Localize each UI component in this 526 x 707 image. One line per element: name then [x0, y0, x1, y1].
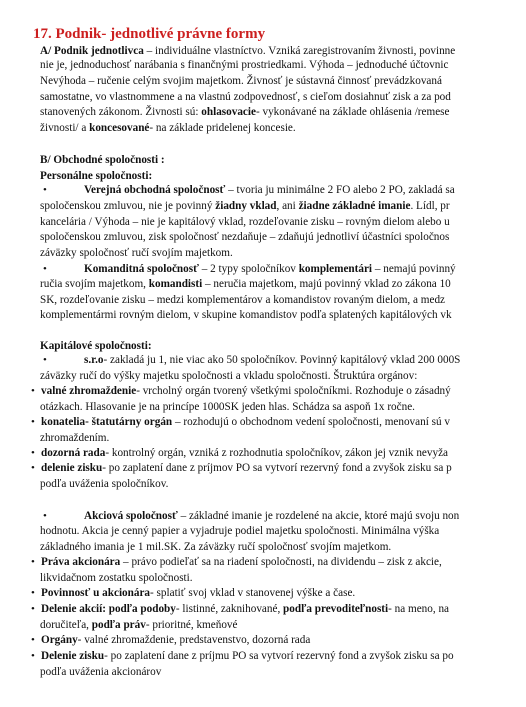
text-line — [41, 461, 452, 475]
text-line — [40, 339, 152, 353]
text-run: samostatne, vo vlastnommene a na vlastnú zodpovednosť, s cieľom dosiahnuť zisk a za pod — [40, 91, 451, 103]
text-run: podľa uváženia spoločníkov. — [40, 478, 169, 490]
text-line — [40, 105, 449, 119]
bold-text: Verejná obchodná spoločnosť — [84, 184, 226, 196]
text-run: - po zaplatení dane z príjmov PO sa vytvorí rezervný fond a zvyšok zisku sa p — [102, 462, 452, 474]
text-line — [40, 665, 161, 679]
text-run: otázkach. Hlasovanie je na princípe 1000SK jeden hlas. Schádza sa aspoň 1x ročne. — [40, 401, 415, 413]
text-run: - kontrolný orgán, vzniká z rozhodnutia spoločníkov, zákon jej vznik nevyža — [105, 447, 449, 459]
bullet-icon: • — [31, 462, 35, 474]
text-run: záväzky spoločnosť ručí svojím majetkom. — [40, 247, 233, 259]
bullet-icon: • — [31, 556, 35, 568]
text-run: - na základe pridelenej koncesie. — [149, 122, 296, 134]
bullet-icon: • — [31, 603, 35, 615]
text-run: doručiteľa, — [40, 619, 92, 631]
text-run: – rozhodujú o obchodnom vedení spoločnosti, menovaní sú v — [172, 416, 450, 428]
text-run: - listinné, zaknihované, — [175, 603, 284, 615]
text-line — [40, 199, 450, 213]
bold-text: Komanditná spoločnosť — [84, 263, 199, 275]
text-line — [40, 121, 296, 135]
text-run: . Lídl, pr — [410, 200, 450, 212]
text-line — [40, 540, 391, 554]
text-line — [41, 415, 450, 429]
bullet-icon: • — [31, 385, 35, 397]
text-run: - valné zhromaždenie, predstavenstvo, dozorná rada — [77, 634, 311, 646]
bold-text: delenie zisku — [41, 462, 103, 474]
bold-text: Orgány — [41, 634, 78, 646]
text-run: likvidačnom zostatku spoločnosti. — [40, 572, 193, 584]
text-line — [41, 633, 310, 647]
text-line — [84, 353, 460, 367]
text-line — [40, 230, 449, 244]
text-line — [40, 308, 452, 322]
bullet-icon: • — [43, 263, 47, 275]
bold-text: ohlasovacie — [201, 106, 256, 118]
text-run: spoločenskou zmluvou, zisk spoločnosť nezdaňuje – zdaňujú jednotliví účastníci spoločnos — [40, 231, 450, 243]
text-run: spoločenskou zmluvou, nie je povinný — [40, 200, 216, 212]
text-line — [84, 262, 456, 276]
bullet-icon: • — [31, 634, 35, 646]
text-run: hodnotu. Akcia je cenný papier a vyjadruje podiel majetku spoločnosti. Minimálna výška — [40, 525, 440, 537]
text-run: - na meno, na — [388, 603, 450, 615]
text-run: ručia svojím majetkom, — [40, 278, 149, 290]
text-line — [40, 246, 233, 260]
text-run: – právo podieľať sa na riadení spoločnosti, na dividendu – zisk z akcie, — [120, 556, 442, 568]
bold-text: podľa práv — [91, 619, 146, 631]
bullet-icon: • — [31, 650, 35, 662]
text-run: - vykonávané na základe ohlásenia /remese — [255, 106, 450, 118]
text-run: - zakladá ju 1, nie viac ako 50 spoločníkov. Povinný kapitálový vklad 200 000S — [103, 354, 461, 366]
text-line — [84, 509, 459, 523]
bold-text: B/ Obchodné spoločnosti : — [40, 154, 165, 166]
bold-text: Delenie akcií: podľa podoby — [41, 603, 176, 615]
bold-text: A/ Podnik jednotlivca — [40, 45, 144, 57]
text-run: kancelária / Výhoda – nie je kapitálový vklad, rozdeľovanie zisku – rovným dielom alebo u — [40, 216, 450, 228]
text-line — [84, 183, 455, 197]
text-run: živnosti/ a — [40, 122, 90, 134]
bold-text: s.r.o — [84, 354, 104, 366]
bold-text: konatelia- štatutárny orgán — [41, 416, 173, 428]
bold-text: komandisti — [148, 278, 203, 290]
text-run: Nevýhoda – ručenie celým svojim majetkom. Živnosť je sústavná činnosť prevádzkovaná — [40, 75, 442, 87]
text-run: zhromaždením. — [40, 432, 110, 444]
text-line — [40, 215, 450, 229]
bullet-icon: • — [31, 587, 35, 599]
text-run: – individuálne vlastníctvo. Vzniká zaregistrovaním živnosti, povinne — [143, 45, 456, 57]
text-line — [40, 169, 152, 183]
bullet-icon: • — [43, 510, 47, 522]
text-run: komplementármi rovným dielom, v skupine komandistov podľa splatených kapitálových vk — [40, 309, 452, 321]
text-line — [40, 90, 451, 104]
text-line — [41, 555, 442, 569]
bold-text: Delenie zisku — [41, 650, 105, 662]
text-run: stanovených zákonom. Živnosti sú: — [40, 106, 202, 118]
text-line — [40, 58, 448, 72]
text-line — [40, 400, 415, 414]
bold-text: valné zhromaždenie — [41, 385, 137, 397]
text-line — [40, 571, 193, 585]
text-run: – 2 typy spoločníkov — [198, 263, 299, 275]
bold-text: komplementári — [298, 263, 373, 275]
text-line — [40, 618, 237, 632]
text-run: – neručia majetkom, majú povinný vklad zo zákona 10 — [202, 278, 451, 290]
text-line — [40, 277, 451, 291]
text-run: , ani — [276, 200, 299, 212]
text-line — [41, 586, 355, 600]
text-line — [40, 524, 439, 538]
bold-text: Personálne spoločnosti: — [40, 170, 153, 182]
text-line — [40, 153, 165, 167]
text-run: – tvoria ju minimálne 2 FO alebo 2 PO, zakladá sa — [225, 184, 455, 196]
text-line — [41, 649, 454, 663]
text-run: - prioritné, kmeňové — [145, 619, 238, 631]
text-run: nie je, jednoduchosť narábania s finančnými prostriedkami. Výhoda – jednoduché účtovnic — [40, 59, 449, 71]
bold-text: dozorná rada — [41, 447, 106, 459]
bullet-icon: • — [43, 184, 47, 196]
bold-text: koncesované — [89, 122, 150, 134]
text-run: záväzky ručí do výšky majetku spoločnosti a vkladu spoločnosti. Štruktúra orgánov: — [40, 370, 418, 382]
text-run: SK, rozdeľovanie zisku – medzi komplementárov a komandistov rovaným dielom, a medz — [40, 294, 446, 306]
text-run: – nemajú povinný — [372, 263, 456, 275]
text-line — [40, 369, 417, 383]
text-line — [41, 384, 451, 398]
text-line — [40, 44, 455, 58]
bold-text: Kapitálové spoločnosti: — [40, 340, 152, 352]
bullet-icon: • — [43, 354, 47, 366]
text-run: základného imania je 1 mil.SK. Za záväzky ručí spoločnosť svojím majetkom. — [40, 541, 392, 553]
bold-text: žiadne základné imanie — [298, 200, 411, 212]
bold-text: žiadny vklad — [215, 200, 277, 212]
bullet-icon: • — [31, 447, 35, 459]
text-line — [41, 446, 448, 460]
text-run: - splatiť svoj vklad v stanovenej výške a čase. — [150, 587, 356, 599]
bullet-icon: • — [31, 416, 35, 428]
bold-text: Povinnosť u akcionára — [41, 587, 151, 599]
text-line — [40, 74, 442, 88]
bold-text: Práva akcionára — [41, 556, 121, 568]
text-run: - po zaplatení dane z príjmu PO sa vytvorí rezervný fond a zvyšok zisku sa po — [104, 650, 454, 662]
text-run: – základné imanie je rozdelené na akcie, ktoré majú svoju non — [177, 510, 460, 522]
text-line — [41, 602, 449, 616]
text-line — [40, 293, 445, 307]
document-title: 17. Podnik- jednotlivé právne formy — [33, 26, 266, 42]
text-line — [40, 431, 109, 445]
bold-text: Akciová spoločnosť — [84, 510, 178, 522]
text-run: - vrcholný orgán tvorený všetkými spoločníkmi. Rozhoduje o zásadný — [136, 385, 451, 397]
bold-text: podľa prevoditeľnosti — [283, 603, 389, 615]
text-line — [40, 477, 168, 491]
text-run: podľa uváženia akcionárov — [40, 666, 162, 678]
